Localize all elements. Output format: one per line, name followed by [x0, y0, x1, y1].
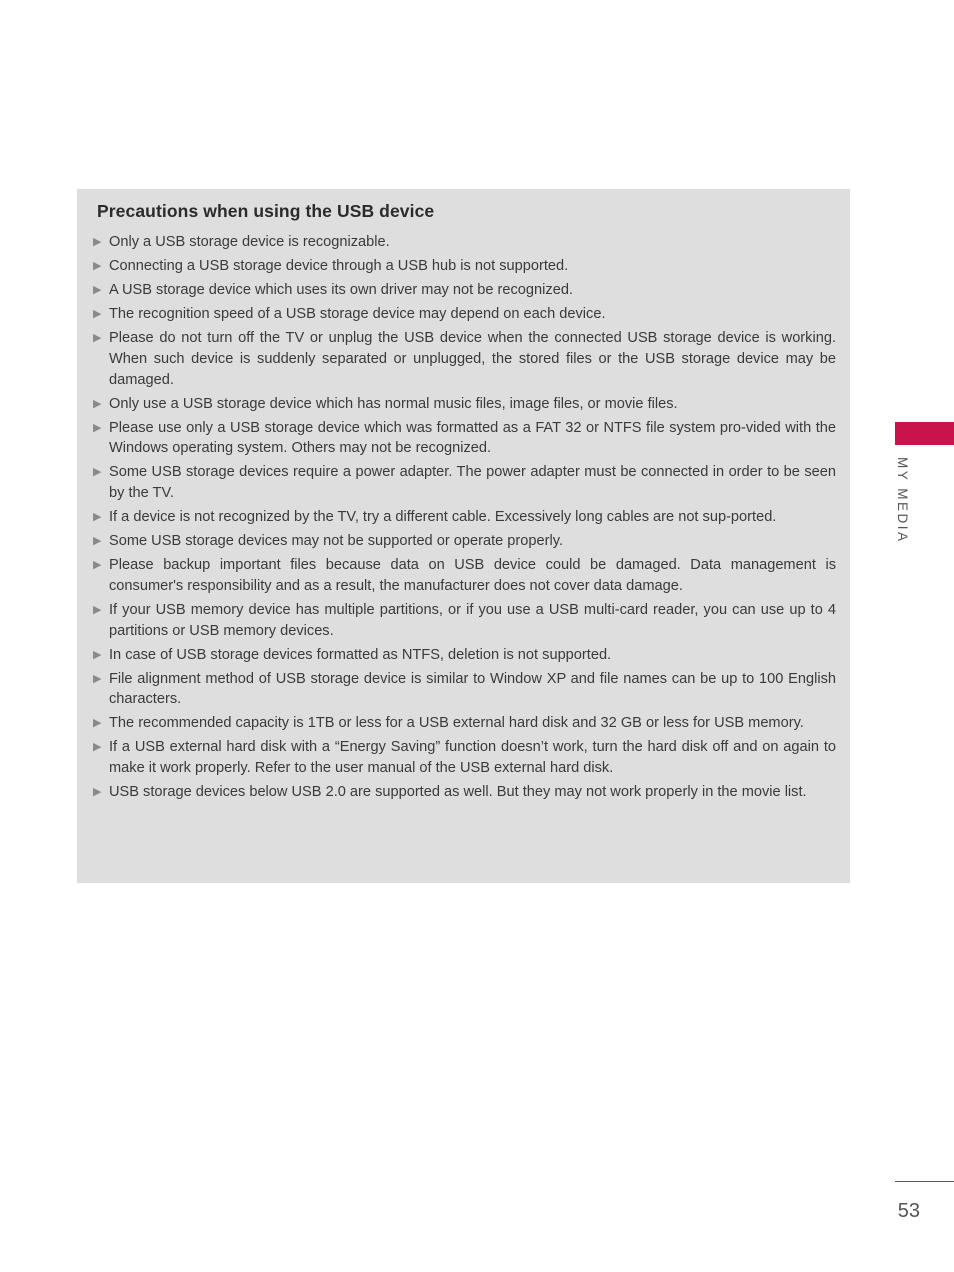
- bullet-arrow-icon: ▶: [93, 307, 102, 320]
- list-item: [93, 304, 836, 325]
- list-item-text: File alignment method of USB storage device is similar to Window XP and file names can be up to 100 English characters.: [109, 670, 836, 708]
- list-item-text: The recommended capacity is 1TB or less for a USB external hard disk and 32 GB or less for USB memory.: [109, 715, 804, 732]
- bullet-arrow-icon: ▶: [93, 648, 102, 661]
- bullet-arrow-icon: ▶: [93, 511, 102, 524]
- bullet-arrow-icon: ▶: [93, 331, 102, 344]
- bullet-arrow-icon: ▶: [93, 717, 102, 730]
- list-item: [93, 232, 836, 253]
- footer-divider: [895, 1181, 954, 1182]
- list-item: [93, 462, 836, 504]
- page-number: 53: [897, 1200, 920, 1222]
- bullet-arrow-icon: ▶: [93, 466, 102, 479]
- list-item-text: Connecting a USB storage device through a USB hub is not supported.: [109, 257, 569, 274]
- bullet-arrow-icon: ▶: [93, 672, 102, 685]
- list-item-text: Some USB storage devices require a power adapter. The power adapter must be connected in order to be seen by the TV.: [109, 464, 836, 502]
- list-item-text: If your USB memory device has multiple partitions, or if you use a USB multi-card reader, you can use up to 4 partitions or USB memory devices.: [109, 601, 836, 639]
- bullet-arrow-icon: ▶: [93, 397, 102, 410]
- list-item-text: In case of USB storage devices formatted as NTFS, deletion is not supported.: [109, 646, 612, 663]
- list-item: [93, 394, 836, 415]
- section-tab-marker: [895, 422, 954, 445]
- list-item: [93, 280, 836, 301]
- bullet-arrow-icon: ▶: [93, 559, 102, 572]
- list-item-text: Only use a USB storage device which has normal music files, image files, or movie files.: [109, 395, 678, 412]
- list-item: [93, 669, 836, 711]
- list-item: [93, 782, 836, 803]
- list-item-text: USB storage devices below USB 2.0 are supported as well. But they may not work properly in the movie list.: [109, 784, 807, 801]
- bullet-arrow-icon: ▶: [93, 283, 102, 296]
- list-item-text: Some USB storage devices may not be supported or operate properly.: [109, 533, 564, 550]
- list-item: [93, 507, 836, 528]
- bullet-arrow-icon: ▶: [93, 741, 102, 754]
- list-item-text: The recognition speed of a USB storage device may depend on each device.: [109, 305, 606, 322]
- list-item: [93, 328, 836, 390]
- list-item-text: Please do not turn off the TV or unplug the USB device when the connected USB storage device is working. When such device is suddenly separated or unplugged, the stored files or the USB storage device may be damaged.: [109, 329, 836, 388]
- bullet-arrow-icon: ▶: [93, 603, 102, 616]
- bullet-arrow-icon: ▶: [93, 786, 102, 799]
- bullet-arrow-icon: ▶: [93, 236, 102, 248]
- bullet-arrow-icon: ▶: [93, 259, 102, 272]
- panel-title: Precautions when using the USB device: [97, 201, 435, 221]
- precautions-panel: [77, 189, 850, 883]
- list-item-text: If a USB external hard disk with a “Energy Saving” function doesn’t work, turn the hard disk off and on again to make it work properly. Refer to the user manual of the USB external hard disk.: [109, 739, 836, 777]
- precautions-list: [93, 232, 836, 803]
- list-item: [93, 555, 836, 597]
- list-item: [93, 737, 836, 779]
- list-item-text: A USB storage device which uses its own driver may not be recognized.: [109, 281, 573, 298]
- bullet-arrow-icon: ▶: [93, 421, 102, 434]
- section-label: MY MEDIA: [895, 457, 910, 544]
- list-item-text: Please use only a USB storage device which was formatted as a FAT 32 or NTFS file system pro-vided with the Windows operating system. Others may not be recognized.: [109, 419, 836, 457]
- list-item: [93, 713, 836, 734]
- list-item-text: Only a USB storage device is recognizable.: [109, 234, 390, 250]
- bullet-arrow-icon: ▶: [93, 535, 102, 548]
- list-item: [93, 531, 836, 552]
- list-item: [93, 256, 836, 277]
- list-item: [93, 600, 836, 642]
- list-item-text: If a device is not recognized by the TV, try a different cable. Excessively long cables are not sup-ported.: [109, 509, 777, 526]
- list-item: [93, 418, 836, 460]
- list-item: [93, 645, 836, 666]
- list-item-text: Please backup important files because data on USB device could be damaged. Data management is consumer's responsibility and as a result, the manufacturer does not cover data damage.: [109, 557, 836, 594]
